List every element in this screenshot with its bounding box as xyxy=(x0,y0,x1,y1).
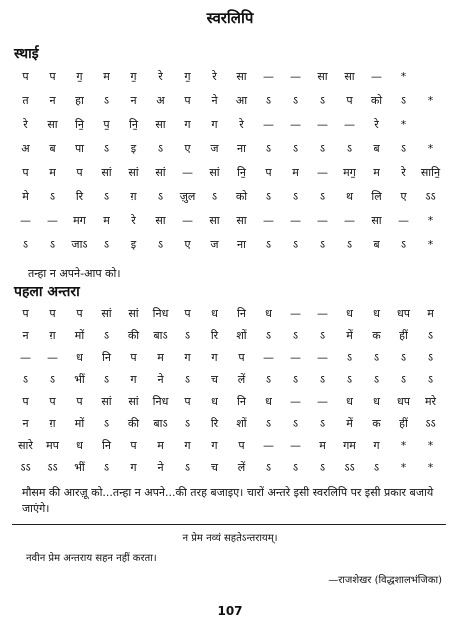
quote-translation: नवीन प्रेम अन्तराय सहन नहीं करता। xyxy=(26,553,157,564)
notation-cell: — xyxy=(47,214,58,227)
notation-cell: मरे xyxy=(424,395,437,408)
notation-cell: म xyxy=(427,307,434,320)
notation-cell: जाऽ xyxy=(71,238,88,251)
notation-cell: ध xyxy=(373,395,380,408)
notation-cell: न xyxy=(22,417,29,430)
notation-cell: सां xyxy=(128,166,139,179)
antara-row xyxy=(12,393,444,413)
notation-cell: निध xyxy=(152,395,169,408)
notation-cell: लि xyxy=(371,190,382,203)
notation-cell: ऽ xyxy=(427,351,434,364)
notation-cell: नि xyxy=(102,439,111,452)
notation-cell: ऽ xyxy=(49,238,56,251)
notation-cell: — xyxy=(182,214,193,227)
notation-cell: ध xyxy=(76,351,83,364)
notation-cell: नि॒ xyxy=(237,166,246,179)
notation-cell: * xyxy=(427,142,434,155)
notation-cell: हीं xyxy=(399,417,408,430)
notation-cell: ऽ xyxy=(346,238,353,251)
notation-cell: * xyxy=(427,439,434,452)
notation-cell: — xyxy=(263,118,274,131)
notation-cell: म xyxy=(157,439,164,452)
notation-cell: ना xyxy=(237,142,246,155)
notation-cell: रि xyxy=(75,190,84,203)
notation-cell: रे xyxy=(23,118,28,131)
notation-cell: प xyxy=(346,94,353,107)
notation-cell: ग़ xyxy=(49,417,56,430)
notation-cell: ग xyxy=(184,351,191,364)
notation-cell: प xyxy=(184,395,191,408)
notation-cell: पा xyxy=(74,142,85,155)
notation-cell: रे xyxy=(212,70,217,83)
notation-cell: बाऽ xyxy=(153,417,168,430)
notation-cell: ज़ुल xyxy=(179,190,196,203)
notation-cell: — xyxy=(344,214,355,227)
notation-cell: ऽ xyxy=(22,238,29,251)
notation-cell: प xyxy=(238,439,245,452)
notation-cell: — xyxy=(290,395,301,408)
notation-cell: ऽऽ xyxy=(20,461,31,474)
sthai-row xyxy=(12,92,444,112)
notation-cell: ऽ xyxy=(373,373,380,386)
notation-cell: प xyxy=(184,94,191,107)
notation-cell: — xyxy=(344,118,355,131)
notation-cell: प xyxy=(130,351,137,364)
notation-cell: ऽ xyxy=(427,329,434,342)
notation-cell: ऽ xyxy=(157,238,164,251)
notation-cell: प xyxy=(184,307,191,320)
notation-cell: ऽ xyxy=(49,190,56,203)
notation-cell: ए xyxy=(400,190,407,203)
notation-cell: प xyxy=(49,307,56,320)
notation-cell: भीं xyxy=(74,373,85,386)
notation-cell: ग xyxy=(184,439,191,452)
notation-cell: ध xyxy=(211,395,218,408)
notation-cell: * xyxy=(400,439,407,452)
notation-cell: ऽ xyxy=(103,461,110,474)
notation-cell: सा xyxy=(47,118,58,131)
notation-cell: प xyxy=(265,166,272,179)
notation-cell: सा xyxy=(317,70,328,83)
notation-cell: — xyxy=(47,351,58,364)
instruction-paragraph: मौसम की आरज़ू को...तन्हा न अपने...की तरह बजाइए। चारों अन्तरे इसी स्वरलिपि पर इसी प्रकार बजाये जाएंगे। xyxy=(22,486,434,515)
notation-cell: ऽ xyxy=(319,461,326,474)
notation-cell: इ xyxy=(130,238,137,251)
notation-cell: ऽऽ xyxy=(425,190,436,203)
notation-cell: ऽ xyxy=(319,190,326,203)
notation-cell: रि xyxy=(210,329,219,342)
notation-cell: ए xyxy=(184,238,191,251)
notation-cell: प xyxy=(130,439,137,452)
notation-cell: को xyxy=(235,190,248,203)
notation-cell: मे xyxy=(22,190,29,203)
notation-cell: च xyxy=(211,461,218,474)
notation-cell: — xyxy=(317,214,328,227)
notation-cell: — xyxy=(290,214,301,227)
notation-cell: ऽ xyxy=(400,94,407,107)
notation-cell: ऽ xyxy=(103,417,110,430)
notation-cell: ऽ xyxy=(292,94,299,107)
notation-cell: ग xyxy=(211,439,218,452)
notation-cell: ऽ xyxy=(292,373,299,386)
notation-cell: ऽऽ xyxy=(47,461,58,474)
notation-cell: आ xyxy=(235,94,248,107)
notation-cell: ऽ xyxy=(346,351,353,364)
notation-cell: ऽ xyxy=(265,373,272,386)
antara-row xyxy=(12,349,444,369)
notation-cell: ऽ xyxy=(103,238,110,251)
notation-cell: * xyxy=(427,238,434,251)
notation-cell: क xyxy=(372,417,381,430)
notation-cell: ध xyxy=(76,439,83,452)
notation-cell: ऽ xyxy=(184,417,191,430)
notation-cell: म xyxy=(49,166,56,179)
notation-cell: ऽ xyxy=(22,373,29,386)
notation-cell: ऽ xyxy=(373,461,380,474)
notation-cell: ध xyxy=(265,395,272,408)
notation-cell: ऽ xyxy=(292,142,299,155)
notation-cell: म xyxy=(103,214,110,227)
notation-cell: ऽ xyxy=(346,373,353,386)
notation-cell: प xyxy=(76,307,83,320)
notation-cell: — xyxy=(263,351,274,364)
antara-heading: पहला अन्तरा xyxy=(14,284,80,300)
notation-cell: ग xyxy=(211,118,218,131)
notation-cell: प xyxy=(49,395,56,408)
notation-cell: ऽ xyxy=(49,373,56,386)
notation-cell: मग xyxy=(73,214,86,227)
notation-cell: लें xyxy=(237,373,246,386)
divider xyxy=(12,524,446,525)
sthai-row xyxy=(12,236,444,256)
notation-cell: * xyxy=(427,214,434,227)
notation-cell: ऽ xyxy=(184,329,191,342)
notation-cell: — xyxy=(398,214,409,227)
notation-cell: * xyxy=(400,70,407,83)
notation-cell: ऽ xyxy=(265,94,272,107)
notation-cell: ऽ xyxy=(292,238,299,251)
notation-cell: ऽ xyxy=(400,238,407,251)
notation-cell: — xyxy=(20,214,31,227)
notation-cell: — xyxy=(290,70,301,83)
notation-cell: सा xyxy=(155,118,166,131)
notation-cell: नि xyxy=(102,351,111,364)
notation-cell: ऽ xyxy=(319,238,326,251)
notation-cell: ऽ xyxy=(265,190,272,203)
notation-cell: ऽ xyxy=(211,190,218,203)
notation-cell: ब xyxy=(373,238,380,251)
notation-cell: निध xyxy=(152,307,169,320)
notation-cell: रे xyxy=(158,70,163,83)
notation-cell: थ xyxy=(345,190,354,203)
sthai-caption: तन्हा न अपने-आप को। xyxy=(28,267,121,280)
antara-row xyxy=(12,459,444,479)
notation-cell: नि॒ xyxy=(129,118,138,131)
notation-cell: — xyxy=(290,351,301,364)
notation-cell: ऽ xyxy=(157,142,164,155)
notation-cell: म xyxy=(373,166,380,179)
notation-cell: इ xyxy=(130,142,137,155)
notation-cell: — xyxy=(371,70,382,83)
notation-cell: ऽ xyxy=(265,142,272,155)
notation-cell: ने xyxy=(211,94,218,107)
notation-cell: — xyxy=(263,70,274,83)
sthai-row xyxy=(12,140,444,160)
notation-cell: ध xyxy=(265,307,272,320)
notation-cell: — xyxy=(20,351,31,364)
notation-cell: लें xyxy=(237,461,246,474)
notation-cell: ऽ xyxy=(265,417,272,430)
notation-cell: न xyxy=(130,94,137,107)
notation-cell: में xyxy=(346,417,353,430)
notation-cell: अ xyxy=(21,142,30,155)
notation-cell: ऽ xyxy=(103,142,110,155)
notation-cell: न xyxy=(22,329,29,342)
notation-cell: प xyxy=(22,70,29,83)
sthai-row xyxy=(12,188,444,208)
notation-cell: की xyxy=(127,329,140,342)
notation-cell: ग xyxy=(130,373,137,386)
notation-cell: ग॒ xyxy=(76,70,83,83)
notation-cell: ऽ xyxy=(103,94,110,107)
notation-cell: — xyxy=(182,166,193,179)
antara-row xyxy=(12,371,444,391)
notation-cell: हा xyxy=(75,94,84,107)
notation-cell: सानि॒ xyxy=(420,166,441,179)
notation-cell: — xyxy=(317,166,328,179)
notation-cell: सां xyxy=(209,166,220,179)
notation-cell: सा xyxy=(236,214,247,227)
sanskrit-quote: न प्रेम नव्यं सहतेऽन्तरायम्। xyxy=(182,533,278,544)
notation-cell: ऽ xyxy=(184,461,191,474)
notation-cell: ऽ xyxy=(103,373,110,386)
notation-cell: गम xyxy=(343,439,356,452)
notation-cell: रि xyxy=(210,417,219,430)
notation-cell: अ xyxy=(156,94,165,107)
notation-cell: ग xyxy=(130,461,137,474)
notation-cell: सा xyxy=(155,214,166,227)
notation-cell: ऽ xyxy=(184,373,191,386)
notation-cell: ग xyxy=(211,351,218,364)
notation-cell: प xyxy=(76,166,83,179)
notation-cell: सां xyxy=(128,307,139,320)
notation-cell: — xyxy=(317,118,328,131)
notation-cell: * xyxy=(427,94,434,107)
antara-row xyxy=(12,437,444,457)
notation-cell: — xyxy=(263,439,274,452)
notation-cell: ऽ xyxy=(427,373,434,386)
notation-cell: नि॒ xyxy=(75,118,84,131)
notation-cell: ऽ xyxy=(400,373,407,386)
notation-cell: मों xyxy=(74,417,85,430)
notation-cell: ऽ xyxy=(292,190,299,203)
notation-cell: ग़ xyxy=(130,190,137,203)
notation-cell: — xyxy=(317,307,328,320)
notation-cell: न xyxy=(49,94,56,107)
notation-cell: त xyxy=(22,94,29,107)
notation-cell: — xyxy=(290,118,301,131)
notation-cell: सा xyxy=(236,70,247,83)
notation-cell: ग़ xyxy=(49,329,56,342)
antara-row xyxy=(12,327,444,347)
sthai-row xyxy=(12,164,444,184)
notation-cell: ऽ xyxy=(292,329,299,342)
notation-cell: ब xyxy=(49,142,56,155)
notation-cell: ऽ xyxy=(400,351,407,364)
notation-cell: सां xyxy=(128,395,139,408)
notation-cell: की xyxy=(127,417,140,430)
notation-cell: ना xyxy=(237,238,246,251)
notation-cell: सारे xyxy=(18,439,33,452)
notation-cell: सां xyxy=(101,395,112,408)
notation-cell: म xyxy=(319,439,326,452)
notation-cell: में xyxy=(346,329,353,342)
sthai-row xyxy=(12,116,444,136)
notation-cell: सा xyxy=(371,214,382,227)
notation-cell: धप xyxy=(396,307,410,320)
notation-cell: ने xyxy=(157,373,164,386)
notation-cell: मग॒ xyxy=(343,166,356,179)
notation-cell: सा xyxy=(344,70,355,83)
quote-author: —राजशेखर (विद्धशालभंजिका) xyxy=(328,575,442,586)
notation-cell: ए xyxy=(184,142,191,155)
notation-cell: — xyxy=(317,351,328,364)
notation-cell: नि xyxy=(237,395,246,408)
notation-cell: * xyxy=(400,461,407,474)
notation-cell: धप xyxy=(396,395,410,408)
notation-cell: ऽ xyxy=(319,94,326,107)
notation-cell: * xyxy=(400,118,407,131)
notation-cell: ग॒ xyxy=(184,70,191,83)
notation-cell: ऽ xyxy=(400,142,407,155)
page-number: 107 xyxy=(217,604,243,618)
notation-cell: सा xyxy=(209,214,220,227)
notation-cell: शों xyxy=(236,329,247,342)
sthai-row xyxy=(12,68,444,88)
notation-cell: ग xyxy=(373,439,380,452)
notation-cell: म xyxy=(292,166,299,179)
notation-cell: ऽ xyxy=(373,351,380,364)
notation-cell: ध xyxy=(346,307,353,320)
notation-cell: ऽ xyxy=(319,373,326,386)
notation-cell: सां xyxy=(101,307,112,320)
sthai-heading: स्थाई xyxy=(14,46,39,62)
notation-cell: ऽ xyxy=(157,190,164,203)
notation-cell: — xyxy=(263,214,274,227)
notation-cell: प xyxy=(22,166,29,179)
notation-cell: बाऽ xyxy=(153,329,168,342)
notation-cell: ज xyxy=(210,142,219,155)
notation-cell: प xyxy=(22,307,29,320)
notation-cell: ऽ xyxy=(103,190,110,203)
notation-cell: मों xyxy=(74,329,85,342)
notation-cell: ऽ xyxy=(265,238,272,251)
notation-cell: प xyxy=(76,395,83,408)
notation-cell: प xyxy=(49,70,56,83)
notation-cell: — xyxy=(317,395,328,408)
notation-cell: ज xyxy=(210,238,219,251)
notation-cell: ग xyxy=(184,118,191,131)
antara-row xyxy=(12,415,444,435)
notation-cell: ब xyxy=(373,142,380,155)
notation-cell: ऽ xyxy=(292,417,299,430)
notation-cell: ऽ xyxy=(319,417,326,430)
notation-cell: — xyxy=(290,439,301,452)
notation-cell: प॒ xyxy=(103,118,110,131)
notation-cell: ऽऽ xyxy=(425,417,436,430)
notation-cell: मप xyxy=(46,439,59,452)
notation-cell: रे xyxy=(401,166,406,179)
notation-cell: सां xyxy=(155,166,166,179)
notation-cell: नि xyxy=(237,307,246,320)
notation-cell: ऽ xyxy=(319,142,326,155)
notation-cell: ऽ xyxy=(265,329,272,342)
notation-cell: म xyxy=(103,70,110,83)
notation-cell: ध xyxy=(211,307,218,320)
notation-cell: ने xyxy=(157,461,164,474)
notation-cell: प xyxy=(238,351,245,364)
notation-cell: च xyxy=(211,373,218,386)
notation-cell: को xyxy=(370,94,383,107)
notation-cell: ऽ xyxy=(292,461,299,474)
notation-cell: ऽ xyxy=(346,142,353,155)
notation-cell: सां xyxy=(101,166,112,179)
notation-cell: भीं xyxy=(74,461,85,474)
notation-cell: — xyxy=(290,307,301,320)
notation-cell: प xyxy=(22,395,29,408)
notation-cell: ऽ xyxy=(319,329,326,342)
notation-cell: रे xyxy=(131,214,136,227)
notation-cell: रे xyxy=(374,118,379,131)
notation-cell: हीं xyxy=(399,329,408,342)
notation-cell: ऽऽ xyxy=(344,461,355,474)
notation-cell: ऽ xyxy=(103,329,110,342)
page-title: स्वरलिपि xyxy=(206,9,254,27)
sthai-row xyxy=(12,212,444,232)
notation-cell: क xyxy=(372,329,381,342)
notation-cell: * xyxy=(427,461,434,474)
notation-cell: ग॒ xyxy=(130,70,137,83)
notation-cell: शों xyxy=(236,417,247,430)
notation-cell: रे xyxy=(239,118,244,131)
antara-row xyxy=(12,305,444,325)
notation-cell: ध xyxy=(373,307,380,320)
notation-cell: म xyxy=(157,351,164,364)
notation-cell: ऽ xyxy=(265,461,272,474)
notation-cell: ध xyxy=(346,395,353,408)
